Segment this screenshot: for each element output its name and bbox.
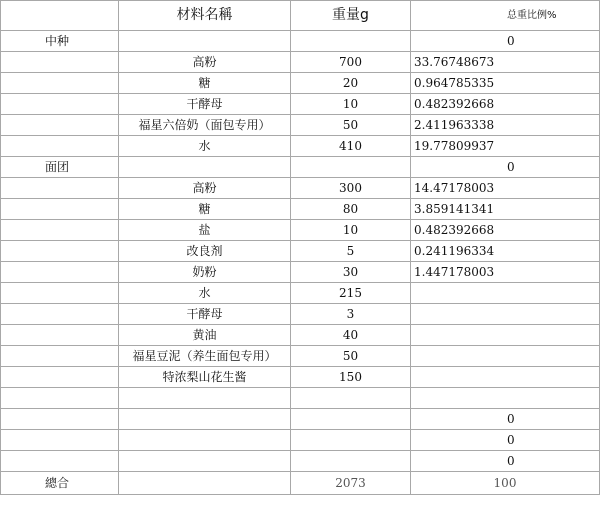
ingredient-name-cell[interactable]: 特浓梨山花生酱 [119,367,291,388]
total-name-cell[interactable] [119,472,291,495]
section-cell[interactable] [1,52,119,73]
weight-cell[interactable] [291,388,411,409]
percent-cell[interactable] [411,304,600,325]
ingredient-name-cell[interactable]: 福星六倍奶（面包专用） [119,115,291,136]
percent-cell[interactable]: 0 [411,409,600,430]
percent-cell[interactable]: 19.77809937 [411,136,600,157]
section-cell[interactable] [1,367,119,388]
ingredient-name-cell[interactable]: 盐 [119,220,291,241]
ingredient-name-cell[interactable]: 干酵母 [119,304,291,325]
section-cell[interactable]: 中种 [1,31,119,52]
weight-cell[interactable] [291,31,411,52]
percent-cell[interactable]: 14.47178003 [411,178,600,199]
percent-cell[interactable]: 0 [411,31,600,52]
table-row [1,304,600,325]
table-row [1,52,600,73]
weight-cell[interactable]: 10 [291,94,411,115]
section-cell[interactable] [1,199,119,220]
table-row [1,325,600,346]
percent-cell[interactable]: 0 [411,451,600,472]
table-row [1,283,600,304]
section-cell[interactable] [1,262,119,283]
ingredient-name-cell[interactable] [119,31,291,52]
percent-cell[interactable]: 0.482392668 [411,220,600,241]
percent-cell[interactable]: 1.447178003 [411,262,600,283]
percent-cell[interactable]: 0 [411,157,600,178]
weight-cell[interactable]: 10 [291,220,411,241]
table-row [1,451,600,472]
table-row [1,262,600,283]
table-row [1,157,600,178]
section-cell[interactable] [1,325,119,346]
percent-cell[interactable]: 3.859141341 [411,199,600,220]
weight-cell[interactable]: 215 [291,283,411,304]
weight-cell[interactable]: 410 [291,136,411,157]
table-row [1,73,600,94]
total-percent-cell[interactable]: 100 [411,472,600,495]
table-row [1,199,600,220]
total-label-cell[interactable]: 總合 [1,472,119,495]
total-row [1,472,600,495]
ingredient-name-cell[interactable]: 奶粉 [119,262,291,283]
weight-cell[interactable] [291,409,411,430]
table-row [1,94,600,115]
weight-cell[interactable] [291,451,411,472]
ingredient-name-cell[interactable] [119,451,291,472]
header-section-cell[interactable] [1,1,119,31]
ingredient-name-cell[interactable]: 干酵母 [119,94,291,115]
weight-cell[interactable]: 150 [291,367,411,388]
table-row [1,430,600,451]
section-cell[interactable] [1,241,119,262]
weight-cell[interactable]: 40 [291,325,411,346]
percent-cell[interactable]: 0.241196334 [411,241,600,262]
header-percent-cell[interactable]: 总重比例% [411,1,600,31]
section-cell[interactable] [1,283,119,304]
weight-cell[interactable]: 80 [291,199,411,220]
percent-cell[interactable]: 0.964785335 [411,73,600,94]
percent-cell[interactable] [411,325,600,346]
section-cell[interactable] [1,430,119,451]
percent-cell[interactable] [411,346,600,367]
header-name-cell[interactable]: 材料名稱 [119,1,291,31]
percent-cell[interactable] [411,283,600,304]
weight-cell[interactable] [291,430,411,451]
section-cell[interactable] [1,178,119,199]
table-row [1,178,600,199]
ingredient-name-cell[interactable] [119,388,291,409]
percent-cell[interactable]: 0 [411,430,600,451]
table-row [1,409,600,430]
section-cell[interactable] [1,220,119,241]
ingredient-name-cell[interactable] [119,409,291,430]
ingredient-name-cell[interactable]: 高粉 [119,178,291,199]
section-cell[interactable] [1,115,119,136]
percent-cell[interactable]: 33.76748673 [411,52,600,73]
section-cell[interactable] [1,409,119,430]
ingredient-name-cell[interactable]: 黄油 [119,325,291,346]
weight-cell[interactable]: 50 [291,115,411,136]
weight-cell[interactable]: 30 [291,262,411,283]
section-cell[interactable] [1,73,119,94]
weight-cell[interactable]: 3 [291,304,411,325]
ingredient-name-cell[interactable]: 糖 [119,199,291,220]
ingredient-name-cell[interactable]: 福星豆泥（养生面包专用） [119,346,291,367]
section-cell[interactable]: 面团 [1,157,119,178]
table-row [1,367,600,388]
section-cell[interactable] [1,388,119,409]
table-row [1,31,600,52]
table-row [1,388,600,409]
section-cell[interactable] [1,136,119,157]
percent-cell[interactable] [411,388,600,409]
section-cell[interactable] [1,451,119,472]
weight-cell[interactable]: 700 [291,52,411,73]
table-row [1,346,600,367]
percent-cell[interactable] [411,367,600,388]
ingredient-name-cell[interactable]: 糖 [119,73,291,94]
table-row [1,115,600,136]
table-row [1,136,600,157]
header-weight-cell[interactable]: 重量g [291,1,411,31]
header-row [1,1,600,31]
weight-cell[interactable] [291,157,411,178]
ingredient-name-cell[interactable]: 水 [119,283,291,304]
ingredient-name-cell[interactable] [119,157,291,178]
ingredient-name-cell[interactable]: 水 [119,136,291,157]
ingredient-name-cell[interactable]: 改良剂 [119,241,291,262]
total-weight-cell[interactable]: 2073 [291,472,411,495]
table-row [1,220,600,241]
table-row [1,241,600,262]
weight-cell[interactable]: 5 [291,241,411,262]
weight-cell[interactable]: 50 [291,346,411,367]
section-cell[interactable] [1,94,119,115]
percent-cell[interactable]: 0.482392668 [411,94,600,115]
section-cell[interactable] [1,346,119,367]
weight-cell[interactable]: 300 [291,178,411,199]
ingredient-name-cell[interactable]: 高粉 [119,52,291,73]
ingredient-name-cell[interactable] [119,430,291,451]
section-cell[interactable] [1,304,119,325]
percent-cell[interactable]: 2.411963338 [411,115,600,136]
weight-cell[interactable]: 20 [291,73,411,94]
